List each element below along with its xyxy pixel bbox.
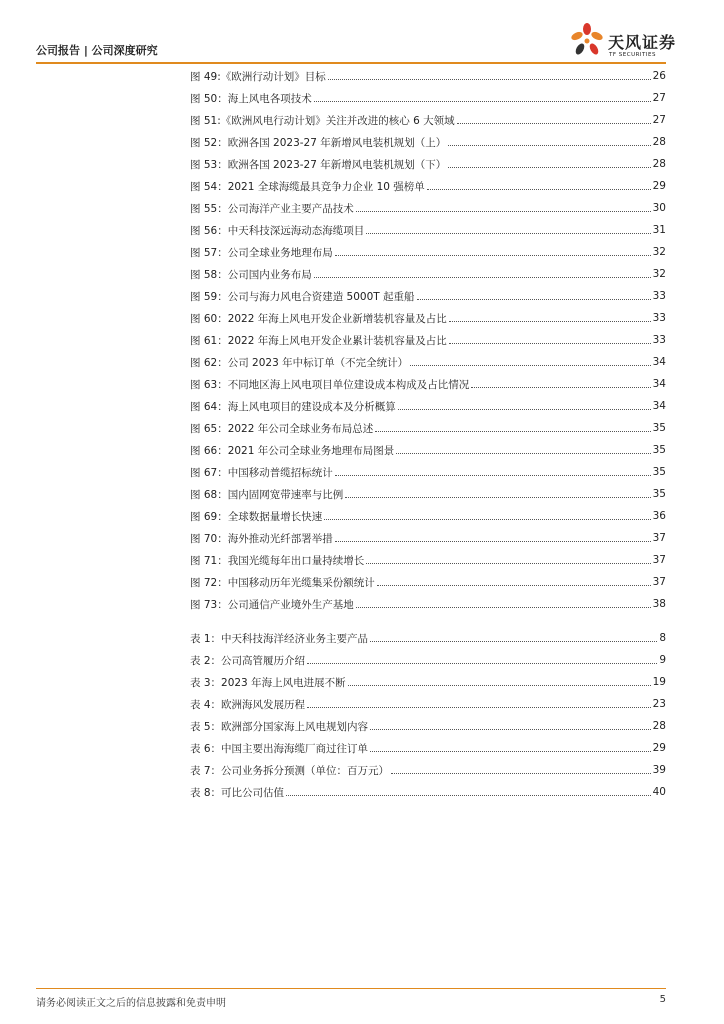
toc-entry[interactable]: 图 67：中国移动普缆招标统计 35 (190, 466, 666, 479)
leader-dots (370, 640, 657, 642)
leader-dots (375, 430, 650, 432)
leader-dots (398, 408, 651, 410)
leader-dots (314, 276, 651, 278)
toc-entry[interactable]: 图 65：2022 年公司全球业务布局总述 35 (190, 422, 666, 435)
leader-dots (377, 584, 651, 586)
toc-entry[interactable]: 表 5：欧洲部分国家海上风电规划内容 28 (190, 720, 666, 733)
leader-dots (449, 320, 651, 322)
leader-dots (314, 100, 651, 102)
leader-dots (335, 474, 651, 476)
leader-dots (391, 772, 651, 774)
toc-entry[interactable]: 表 2：公司高管履历介绍 9 (190, 654, 666, 667)
toc-entry[interactable]: 图 72：中国移动历年光缆集采份额统计 37 (190, 576, 666, 589)
leader-dots (370, 728, 651, 730)
leader-dots (366, 232, 650, 234)
leader-dots (286, 794, 651, 796)
leader-dots (356, 210, 651, 212)
logo-name: 天风证券 (608, 33, 677, 52)
leader-dots (348, 684, 651, 686)
leader-dots (345, 496, 650, 498)
toc-entry[interactable]: 图 68：国内固网宽带速率与比例 35 (190, 488, 666, 501)
page-number: 5 (659, 994, 666, 1005)
leader-dots (324, 518, 650, 520)
toc-entry[interactable]: 表 8：可比公司估值 40 (190, 786, 666, 799)
toc-entry[interactable]: 图 58：公司国内业务布局 32 (190, 268, 666, 281)
toc-entry[interactable]: 图 63：不同地区海上风电项目单位建设成本构成及占比情况 34 (190, 378, 666, 391)
leader-dots (307, 662, 657, 664)
toc-entry[interactable]: 图 52：欧洲各国 2023-27 年新增风电装机规划（上） 28 (190, 136, 666, 149)
toc-entry[interactable]: 表 7：公司业务拆分预测（单位：百万元） 39 (190, 764, 666, 777)
toc-entry[interactable]: 图 70：海外推动光纤部署举措 37 (190, 532, 666, 545)
leader-dots (370, 750, 651, 752)
toc-entry[interactable]: 图 62：公司 2023 年中标订单（不完全统计） 34 (190, 356, 666, 369)
leader-dots (328, 78, 651, 80)
toc-entry[interactable]: 表 4：欧洲海风发展历程 23 (190, 698, 666, 711)
toc-entry[interactable]: 图 64：海上风电项目的建设成本及分析概算 34 (190, 400, 666, 413)
header-divider (36, 62, 666, 64)
leader-dots (427, 188, 651, 190)
footer-divider (36, 988, 666, 989)
toc-entry[interactable]: 图 66：2021 年公司全球业务地理布局图景 35 (190, 444, 666, 457)
toc-entry[interactable]: 图 56：中天科技深远海动态海缆项目 31 (190, 224, 666, 237)
toc-entry[interactable]: 图 50：海上风电各项技术 27 (190, 92, 666, 105)
leader-dots (307, 706, 651, 708)
leader-dots (471, 386, 650, 388)
logo-subtitle: TF SECURITIES (609, 52, 656, 58)
toc-entry[interactable]: 图 71：我国光缆每年出口量持续增长 37 (190, 554, 666, 567)
leader-dots (449, 342, 651, 344)
report-type-title: 公司报告 | 公司深度研究 (36, 44, 158, 57)
leader-dots (410, 364, 651, 366)
leader-dots (417, 298, 651, 300)
disclaimer-text: 请务必阅读正文之后的信息披露和免责申明 (36, 998, 226, 1009)
toc-entry[interactable]: 表 3：2023 年海上风电进展不断 19 (190, 676, 666, 689)
toc-entry[interactable]: 图 55：公司海洋产业主要产品技术 30 (190, 202, 666, 215)
leader-dots (335, 254, 651, 256)
toc-entry[interactable]: 图 54：2021 全球海缆最具竞争力企业 10 强榜单 29 (190, 180, 666, 193)
toc-entry[interactable]: 图 53：欧洲各国 2023-27 年新增风电装机规划（下） 28 (190, 158, 666, 171)
toc-entry[interactable]: 图 49:《欧洲行动计划》目标 26 (190, 70, 666, 83)
toc-entry[interactable]: 图 69：全球数据量增长快速 36 (190, 510, 666, 523)
toc-entry[interactable]: 表 1：中天科技海洋经济业务主要产品 8 (190, 632, 666, 645)
leader-dots (448, 144, 650, 146)
toc-entry[interactable]: 图 73：公司通信产业境外生产基地 38 (190, 598, 666, 611)
leader-dots (356, 606, 651, 608)
company-logo (568, 22, 688, 64)
toc-entry[interactable]: 图 59：公司与海力风电合资建造 5000T 起重船 33 (190, 290, 666, 303)
toc-entry[interactable]: 表 6：中国主要出海海缆厂商过往订单 29 (190, 742, 666, 755)
leader-dots (396, 452, 650, 454)
leader-dots (448, 166, 650, 168)
leader-dots (335, 540, 651, 542)
leader-dots (366, 562, 650, 564)
toc-entry[interactable]: 图 57：公司全球业务地理布局 32 (190, 246, 666, 259)
toc-entry[interactable]: 图 61：2022 年海上风电开发企业累计装机容量及占比 33 (190, 334, 666, 347)
tf-securities-logo-icon (568, 22, 606, 62)
leader-dots (457, 122, 651, 124)
toc-entry[interactable]: 图 51:《欧洲风电行动计划》关注并改进的核心 6 大领域 27 (190, 114, 666, 127)
toc-entry[interactable]: 图 60：2022 年海上风电开发企业新增装机容量及占比 33 (190, 312, 666, 325)
